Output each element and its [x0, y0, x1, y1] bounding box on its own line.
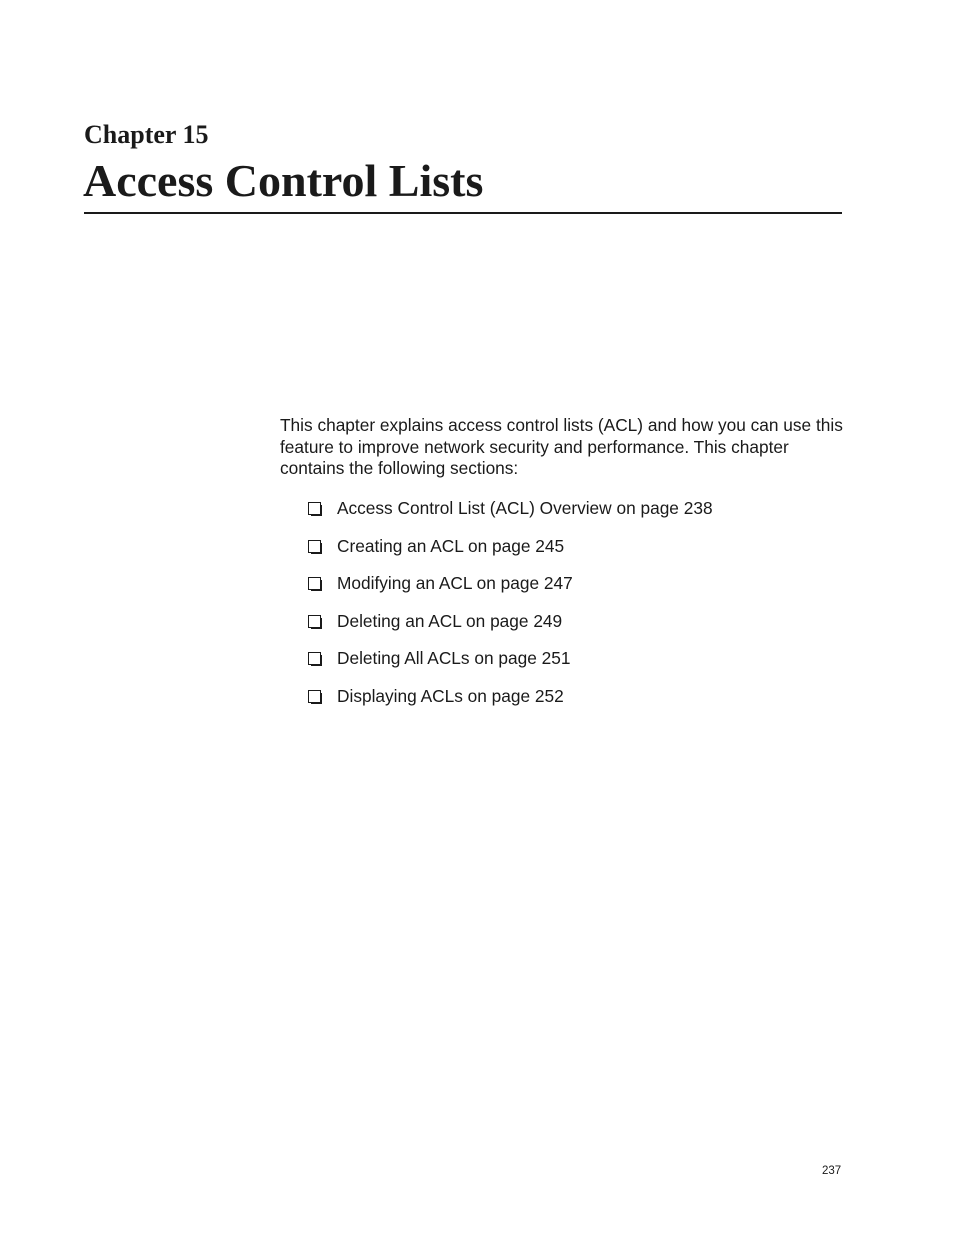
section-link-creating-acl[interactable]: Creating an ACL on page 245: [337, 535, 565, 556]
list-item: [308, 684, 713, 722]
checkbox-bullet-icon: [308, 690, 321, 703]
checkbox-bullet-icon: [308, 577, 321, 590]
section-link-deleting-all-acls[interactable]: Deleting All ACLs on page 251: [337, 648, 571, 668]
list-item: [308, 534, 713, 572]
intro-paragraph: This chapter explains access control lists (ACL) and how you can use this feature to improve network security and performance. This chapter contains the following sections:: [280, 415, 843, 478]
title-divider: [84, 212, 842, 214]
page-number: 237: [822, 1165, 842, 1177]
chapter-title: Access Control Lists: [83, 155, 484, 206]
list-item: [308, 609, 713, 647]
chapter-label: Chapter 15: [84, 120, 209, 149]
section-list: [308, 496, 713, 721]
list-item: [308, 496, 713, 534]
section-link-displaying-acls[interactable]: Displaying ACLs on page 252: [337, 685, 564, 706]
list-item: [308, 646, 713, 684]
list-item: [308, 571, 713, 609]
checkbox-bullet-icon: [308, 502, 321, 515]
checkbox-bullet-icon: [308, 615, 321, 628]
section-link-acl-overview[interactable]: Access Control List (ACL) Overview on page 238: [337, 498, 713, 518]
section-link-modifying-acl[interactable]: Modifying an ACL on page 247: [337, 573, 573, 593]
checkbox-bullet-icon: [308, 540, 321, 553]
checkbox-bullet-icon: [308, 652, 321, 665]
section-link-deleting-acl[interactable]: Deleting an ACL on page 249: [337, 610, 563, 631]
